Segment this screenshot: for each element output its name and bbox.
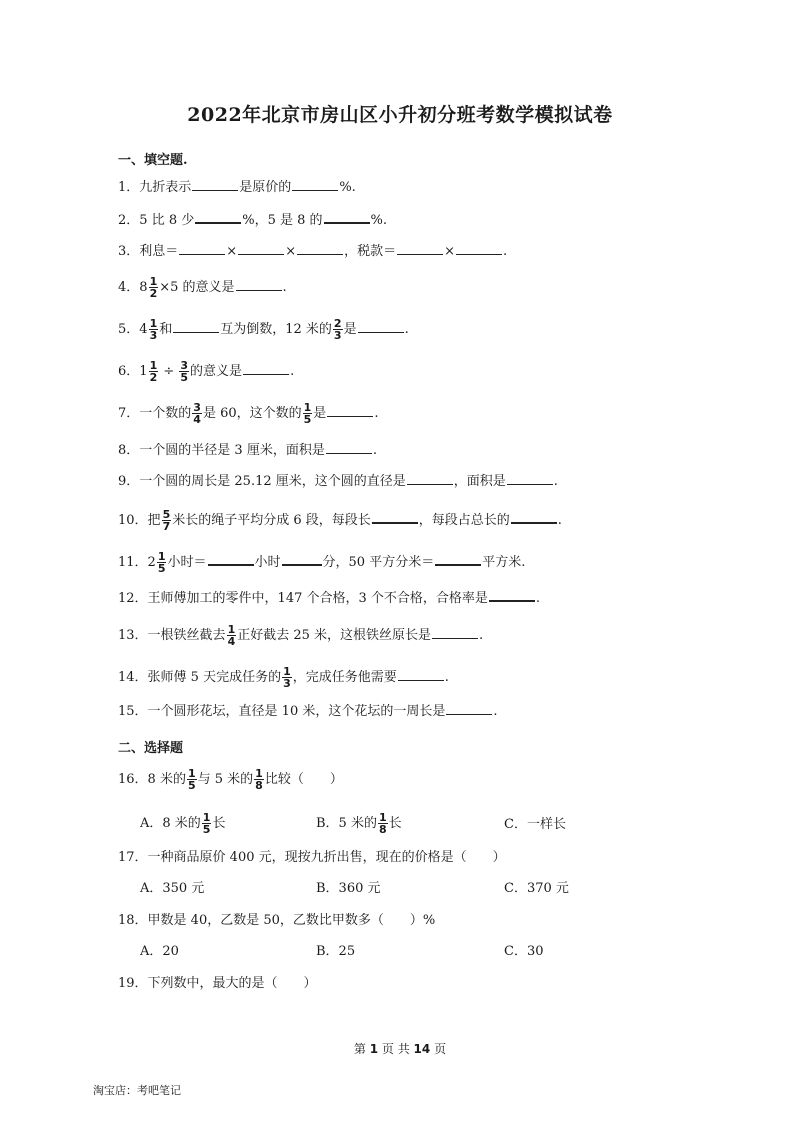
question-2: 2．5 比 8 少 %，5 是 8 的 %. — [118, 210, 387, 231]
question-number: 14． — [118, 670, 148, 685]
answer-blank[interactable] — [372, 510, 418, 524]
fraction: $\frac{2}{3}$ — [333, 317, 342, 342]
fraction: $\frac{1}{5}$ — [187, 767, 196, 792]
answer-blank[interactable] — [243, 362, 289, 375]
question-1: 1．九折表示 是原价的 %. — [118, 180, 356, 195]
answer-blank[interactable] — [236, 278, 282, 291]
question-number: 18． — [118, 913, 148, 928]
fraction: $\frac{3}{4}$ — [193, 401, 201, 426]
answer-blank[interactable] — [446, 702, 492, 715]
fraction: $\frac{1}{8}$ — [255, 767, 263, 792]
question-15: 15．一个圆形花坛，直径是 10 米，这个花坛的一周长是 . — [118, 704, 498, 719]
question-number: 4． — [118, 280, 140, 295]
q16-option-b[interactable]: B．5 米的 $\frac{1}{8}$ 长 — [316, 811, 402, 836]
question-number: 17． — [118, 850, 148, 865]
page-title: 2022年北京市房山区小升初分班考数学模拟试卷 — [187, 104, 613, 126]
answer-blank[interactable] — [489, 588, 535, 602]
question-18: 18．甲数是 40，乙数是 50，乙数比甲数多（ ）% — [118, 913, 436, 928]
answer-blank[interactable] — [292, 178, 338, 191]
question-7: 7．一个数的 $\frac{3}{4}$ 是 60，这个数的 $\frac{1}{5}$ 是 . — [118, 401, 379, 426]
q18-option-c[interactable]: C．30 — [504, 944, 544, 959]
answer-blank[interactable] — [398, 668, 444, 681]
page-number: 1 — [369, 1042, 379, 1056]
answer-blank[interactable] — [179, 242, 225, 255]
fraction: $\frac{1}{5}$ — [202, 811, 211, 836]
answer-blank[interactable] — [511, 510, 557, 524]
fraction: $\frac{1}{2}$ — [149, 275, 158, 300]
answer-blank[interactable] — [407, 472, 453, 485]
question-number: 7． — [118, 406, 140, 421]
answer-blank[interactable] — [173, 320, 219, 333]
question-number: 10． — [118, 513, 148, 528]
answer-blank[interactable] — [358, 320, 404, 333]
fraction: $\frac{1}{5}$ — [303, 401, 312, 426]
answer-blank[interactable] — [192, 178, 238, 191]
answer-blank[interactable] — [282, 552, 322, 566]
question-12: 12．王师傅加工的零件中，147 个合格，3 个不合格，合格率是 . — [118, 588, 540, 609]
question-number: 15． — [118, 704, 148, 719]
answer-blank[interactable] — [327, 404, 373, 417]
page-footer: 第 1 页 共 14 页 — [353, 1042, 447, 1056]
q18-option-b[interactable]: B．25 — [316, 944, 356, 959]
answer-blank[interactable] — [456, 242, 502, 255]
question-number: 1． — [118, 180, 140, 195]
q17-option-b[interactable]: B．360 元 — [316, 881, 381, 896]
answer-blank[interactable] — [208, 552, 254, 566]
answer-blank[interactable] — [324, 210, 370, 224]
question-number: 2． — [118, 213, 140, 228]
question-number: 5． — [118, 322, 140, 337]
section-fill-title: 一、填空题. — [118, 153, 188, 168]
answer-blank[interactable] — [507, 472, 553, 485]
answer-blank[interactable] — [432, 626, 478, 639]
question-3: 3．利息＝ × × ，税款＝ × . — [118, 244, 508, 259]
answer-blank[interactable] — [195, 210, 241, 224]
question-19: 19．下列数中，最大的是（ ） — [118, 976, 317, 991]
question-number: 12． — [118, 591, 148, 606]
question-9: 9．一个圆的周长是 25.12 厘米，这个圆的直径是 ，面积是 . — [118, 474, 558, 489]
answer-blank[interactable] — [326, 441, 372, 454]
question-14: 14．张师傅 5 天完成任务的 $\frac{1}{3}$ ，完成任务他需要 . — [118, 665, 449, 690]
question-number: 8． — [118, 443, 140, 458]
fraction: $\frac{1}{4}$ — [227, 623, 236, 648]
fraction: $\frac{1}{2}$ — [149, 359, 158, 384]
fraction: $\frac{1}{3}$ — [149, 317, 158, 342]
fraction: $\frac{3}{5}$ — [180, 359, 189, 384]
q17-option-c[interactable]: C．370 元 — [504, 881, 569, 896]
fraction: $\frac{1}{3}$ — [283, 665, 291, 690]
question-16: 16．8 米的 $\frac{1}{5}$ 与 5 米的 $\frac{1}{8}$ 比较（ ） — [118, 767, 343, 792]
question-13: 13．一根铁丝截去 $\frac{1}{4}$ 正好截去 25 米，这根铁丝原长是 . — [118, 623, 484, 648]
question-number: 3． — [118, 244, 140, 259]
question-number: 6． — [118, 364, 140, 379]
fraction: $\frac{5}{7}$ — [162, 508, 171, 533]
question-number: 9． — [118, 474, 140, 489]
q16-option-c[interactable]: C．一样长 — [504, 817, 566, 832]
q17-option-a[interactable]: A．350 元 — [140, 881, 205, 896]
question-number: 19． — [118, 976, 148, 991]
fraction: $\frac{1}{8}$ — [378, 811, 387, 836]
question-10: 10．把 $\frac{5}{7}$ 米长的绳子平均分成 6 段，每段长 ，每段占总长的 . — [118, 508, 562, 533]
question-4: 4．8 $\frac{1}{2}$ ×5 的意义是 . — [118, 275, 287, 300]
question-6: 6．1 $\frac{1}{2}$ ÷ $\frac{3}{5}$ 的意义是 . — [118, 359, 295, 384]
section-choice-title: 二、选择题 — [118, 741, 184, 756]
q18-option-a[interactable]: A．20 — [140, 944, 179, 959]
answer-blank[interactable] — [238, 242, 284, 255]
question-11: 11．2 $\frac{1}{5}$ 小时＝ 小时 分，50 平方分米＝ 平方米. — [118, 550, 526, 575]
question-number: 13． — [118, 628, 148, 643]
answer-blank[interactable] — [435, 552, 481, 566]
question-8: 8．一个圆的半径是 3 厘米，面积是 . — [118, 443, 377, 458]
q16-option-a[interactable]: A．8 米的 $\frac{1}{5}$ 长 — [140, 811, 226, 836]
page-total: 14 — [413, 1042, 431, 1056]
answer-blank[interactable] — [297, 242, 343, 255]
question-5: 5．4 $\frac{1}{3}$ 和 互为倒数，12 米的 $\frac{2}{3}$ 是 . — [118, 317, 409, 342]
question-number: 16． — [118, 772, 148, 787]
fraction: $\frac{1}{5}$ — [157, 550, 166, 575]
question-number: 11． — [118, 555, 148, 570]
answer-blank[interactable] — [397, 242, 443, 255]
question-17: 17．一种商品原价 400 元，现按九折出售，现在的价格是（ ） — [118, 850, 506, 865]
shop-watermark: 淘宝店：考吧笔记 — [93, 1084, 181, 1097]
